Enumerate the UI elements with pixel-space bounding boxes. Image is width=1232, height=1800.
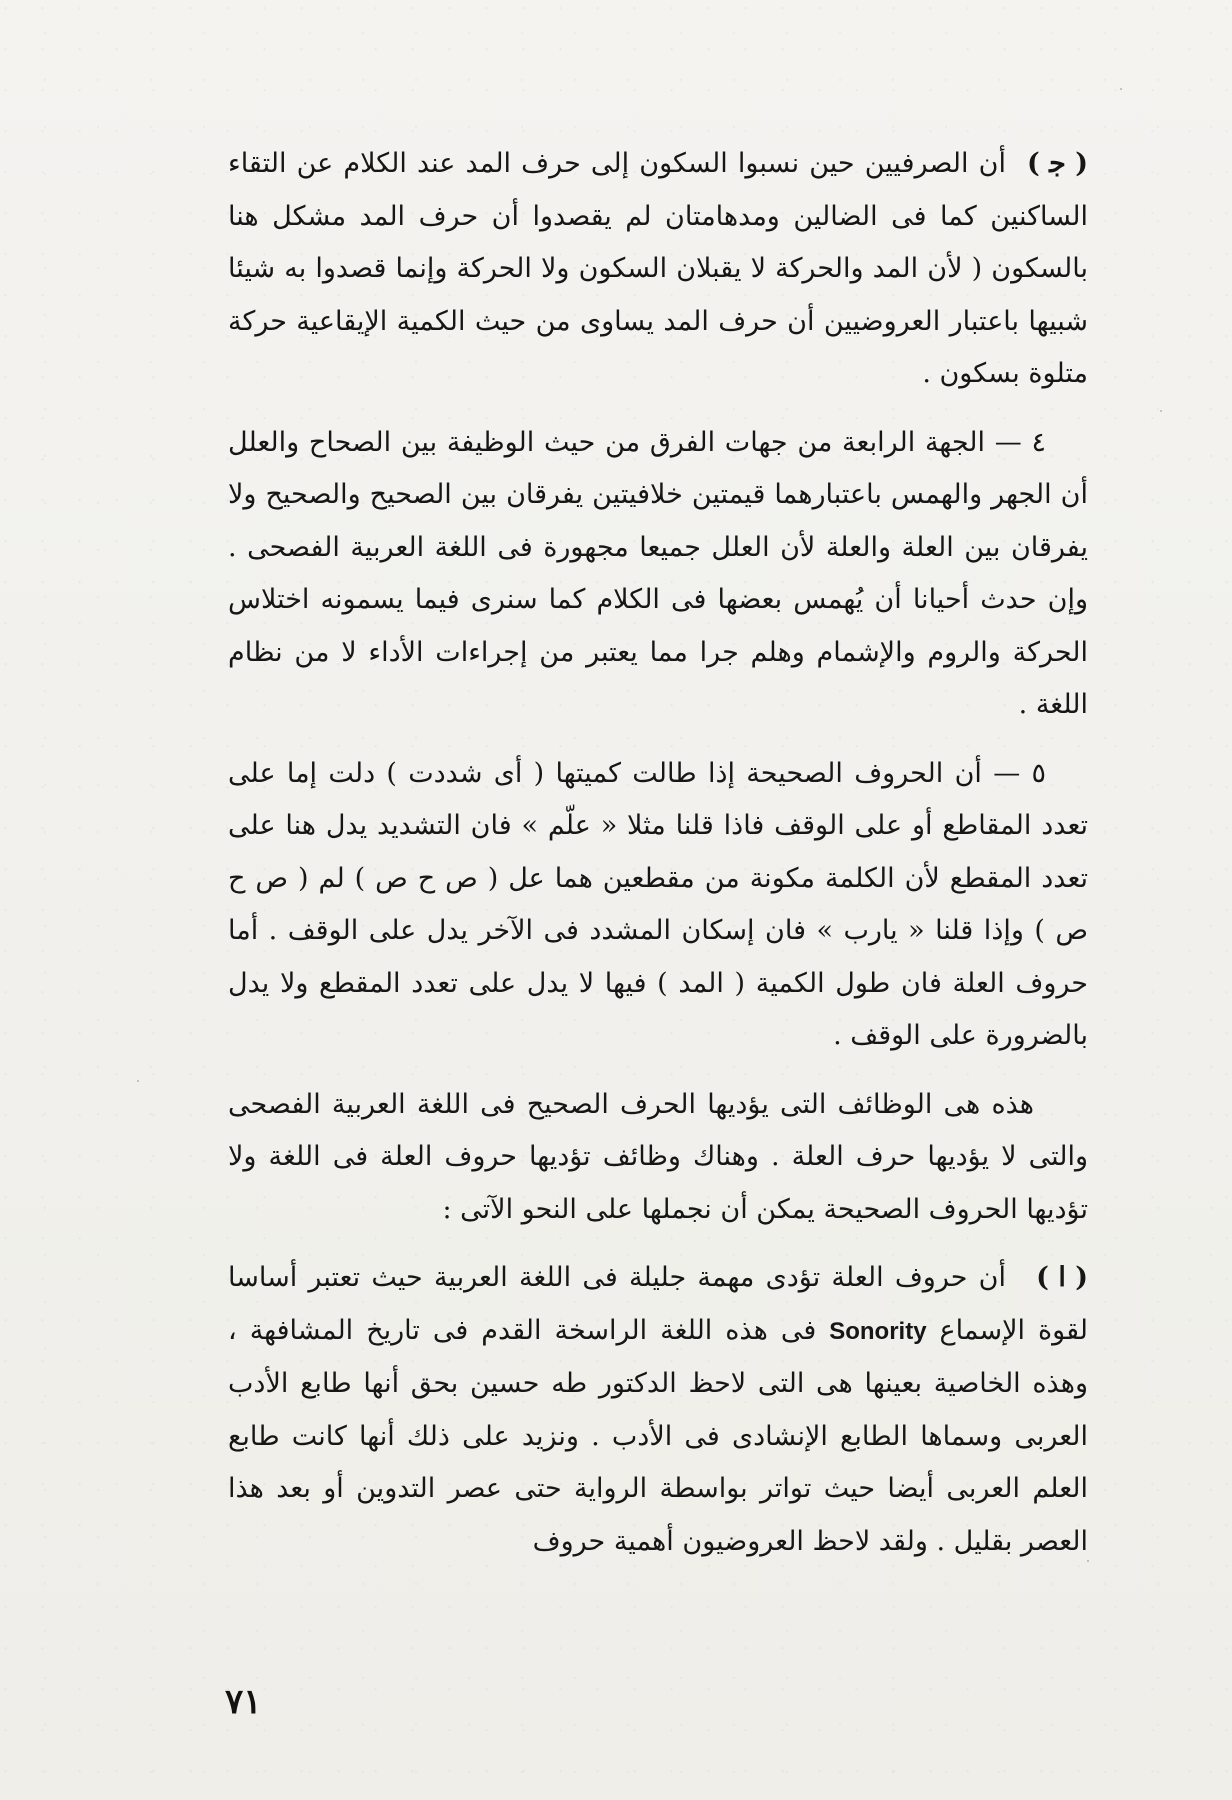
section-a-content [228,1262,1088,1557]
section-5-text: ٥ — أن الحروف الصحيحة إذا طالت كميتها ( أى شددت ) دلت إما على تعدد المقاطع أو على الوقف فاذا قلنا مثلا « علّم » فان التشديد يدل هنا على تعدد المقطع لأن الكلمة مكونة من مقطعين هما عل ( ص ح ص ) لم ( ص ح ص ) وإذا قلنا « يارب » فان إسكان المشدد فى الآخر يدل على الوقف . أما حروف العلة فان طول الكمية ( المد ) فيها لا يدل على تعدد المقطع ولا يدل بالضرورة على الوقف . [228,757,1088,1051]
section-4-text: ٤ — الجهة الرابعة من جهات الفرق من حيث الوظيفة بين الصحاح والعلل أن الجهر والهمس باعتبارهما قيمتين خلافيتين يفرقان بين الصحيح والصحيح ولا يفرقان بين العلة والعلة لأن العلل جميعا مجهورة فى اللغة العربية الفصحى . وإن حدث أحيانا أن يُهمس بعضها فى الكلام كما سنرى فيما يسمونه اختلاس الحركة والروم والإشمام وهلم جرا مما يعتبر من إجراءات الأداء لا من نظام اللغة . [228,426,1088,720]
section-a-text-before-term: أن حروف العلة تؤدى مهمة جليلة فى اللغة العربية حيث تعتبر أساسا لقوة الإسماع [228,1262,1088,1346]
section-a-text-after-term: فى هذه اللغة الراسخة القدم فى تاريخ المشافهة ، وهذه الخاصية بعينها هى التى لاحظ الدكتور طه حسين بحق أنها طابع الأدب العربى وسماها الطابع الإنشادى فى الأدب . ونزيد على ذلك أنها كانت طابع العلم العربى أيضا حيث تواتر بواسطة الرواية حتى عصر التدوين أو بعد هذا العصر بقليل . ولقد لاحظ العروضيون أهمية حروف [228,1314,1088,1557]
section-5-paragraph [228,748,1088,1063]
summary-paragraph [228,1079,1088,1237]
summary-text: هذه هى الوظائف التى يؤديها الحرف الصحيح فى اللغة العربية الفصحى والتى لا يؤديها حرف العلة . وهناك وظائف تؤديها حروف العلة فى اللغة ولا تؤديها الحروف الصحيحة يمكن أن نجملها على النحو الآتى : [228,1088,1088,1225]
page-body [228,138,1088,1658]
scan-speck [1120,88,1122,90]
section-c-text: أن الصرفيين حين نسبوا السكون إلى حرف المد عند الكلام عن التقاء الساكنين كما فى الضالين ومدهامتان لم يقصدوا أن حرف المد مشكل هنا بالسكون ( لأن المد والحركة لا يقبلان السكون ولا الحركة وإنما قصدوا به شيئا شبيها باعتبار العروضيين أن حرف المد يساوى من حيث الكمية الإيقاعية حركة متلوة بسكون . [228,148,1088,389]
sonority-term: Sonority [829,1317,927,1345]
section-4-paragraph [228,417,1088,732]
section-c-label: ( ﺟ ) [1026,148,1088,179]
section-a-label: ( ا ) [1036,1262,1088,1293]
page-number: ٧١ [225,1682,262,1722]
section-c-paragraph [228,138,1088,401]
scan-speck [1160,410,1162,412]
scan-speck [137,1080,139,1082]
section-a-paragraph [228,1252,1088,1568]
